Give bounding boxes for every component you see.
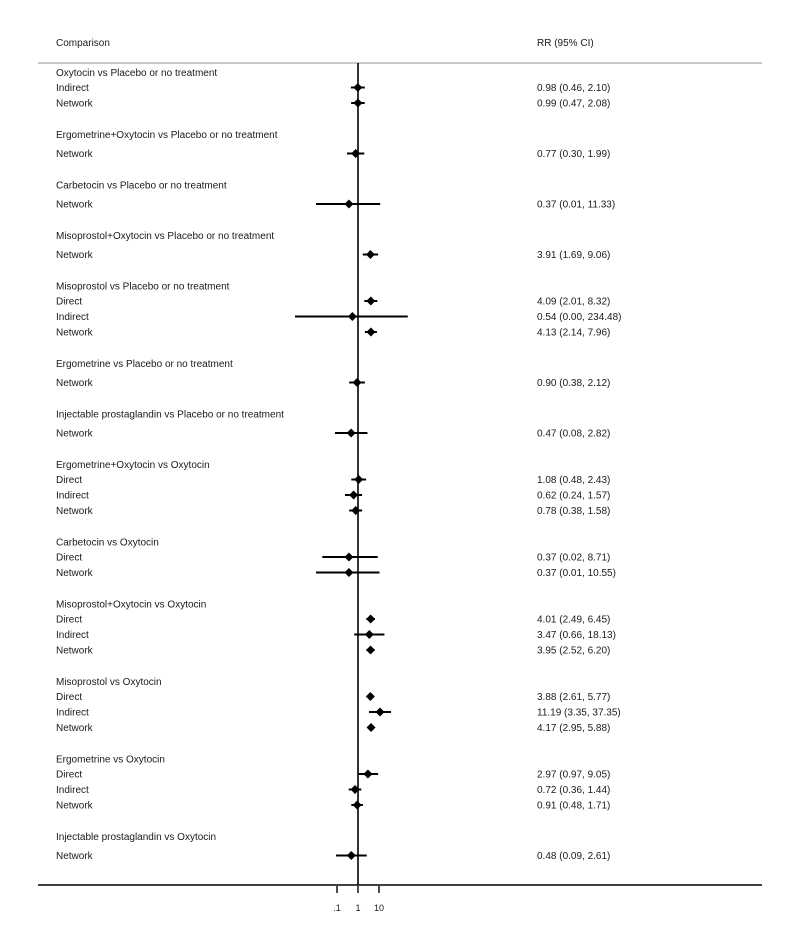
row-ci-text: 3.88 (2.61, 5.77) bbox=[537, 692, 611, 703]
row-label: Direct bbox=[56, 614, 83, 626]
forest-rows bbox=[56, 68, 622, 862]
comparison-group bbox=[56, 130, 610, 160]
comparison-group bbox=[56, 282, 622, 339]
row-label: Network bbox=[56, 327, 93, 339]
row-label: Indirect bbox=[56, 630, 89, 641]
row-label: Indirect bbox=[56, 785, 89, 796]
group-title: Misoprostol vs Placebo or no treatment bbox=[56, 281, 230, 293]
point-estimate bbox=[363, 770, 372, 779]
row-ci-text: 11.19 (3.35, 37.35) bbox=[537, 707, 621, 719]
row-ci-text: 1.08 (0.48, 2.43) bbox=[537, 475, 611, 486]
row-label: Indirect bbox=[56, 490, 89, 502]
row-label: Direct bbox=[56, 692, 83, 703]
row-ci-text: 0.91 (0.48, 1.71) bbox=[537, 800, 611, 812]
row-ci-text: 0.72 (0.36, 1.44) bbox=[537, 785, 611, 796]
row-label: Network bbox=[56, 568, 93, 579]
row-label: Direct bbox=[56, 552, 83, 564]
x-tick-label: .1 bbox=[333, 903, 341, 913]
point-estimate bbox=[365, 630, 374, 639]
group-title: Carbetocin vs Placebo or no treatment bbox=[56, 180, 227, 192]
row-label: Network bbox=[56, 723, 93, 734]
row-ci-text: 0.37 (0.01, 10.55) bbox=[537, 568, 616, 579]
comparison-group bbox=[56, 600, 616, 657]
group-title: Injectable prostaglandin vs Oxytocin bbox=[56, 832, 217, 843]
row-label: Network bbox=[56, 800, 93, 812]
row-label: Network bbox=[56, 98, 93, 110]
point-estimate bbox=[366, 297, 375, 306]
comparison-group bbox=[56, 460, 610, 517]
point-estimate bbox=[344, 553, 353, 562]
point-estimate bbox=[351, 506, 360, 515]
row-label: Network bbox=[56, 149, 93, 160]
group-title: Ergometrine+Oxytocin vs Placebo or no treatment bbox=[56, 130, 278, 141]
comparison-group bbox=[56, 832, 610, 862]
point-estimate bbox=[367, 723, 376, 732]
group-title: Misoprostol+Oxytocin vs Placebo or no treatment bbox=[56, 231, 275, 242]
row-label: Network bbox=[56, 506, 93, 517]
group-title: Ergometrine vs Oxytocin bbox=[56, 754, 165, 766]
comparison-group bbox=[56, 359, 610, 389]
header-comparison: Comparison bbox=[56, 38, 110, 49]
row-ci-text: 4.13 (2.14, 7.96) bbox=[537, 327, 611, 339]
point-estimate bbox=[366, 646, 375, 655]
row-label: Indirect bbox=[56, 312, 89, 323]
point-estimate bbox=[348, 312, 357, 321]
point-estimate bbox=[347, 851, 356, 860]
row-label: Direct bbox=[56, 475, 83, 486]
row-ci-text: 4.01 (2.49, 6.45) bbox=[537, 614, 611, 626]
group-title: Ergometrine vs Placebo or no treatment bbox=[56, 359, 233, 370]
row-ci-text: 0.48 (0.09, 2.61) bbox=[537, 851, 611, 862]
x-tick-label: 1 bbox=[355, 903, 361, 913]
row-label: Indirect bbox=[56, 83, 89, 94]
row-label: Network bbox=[56, 428, 93, 440]
comparison-group bbox=[56, 538, 616, 580]
row-ci-text: 0.37 (0.02, 8.71) bbox=[537, 552, 611, 564]
point-estimate bbox=[347, 429, 356, 438]
row-ci-text: 3.95 (2.52, 6.20) bbox=[537, 645, 611, 657]
row-ci-text: 3.91 (1.69, 9.06) bbox=[537, 250, 611, 261]
point-estimate bbox=[354, 475, 363, 484]
row-label: Direct bbox=[56, 769, 83, 781]
row-label: Network bbox=[56, 378, 93, 389]
row-ci-text: 0.98 (0.46, 2.10) bbox=[537, 83, 611, 94]
point-estimate bbox=[344, 200, 353, 209]
point-estimate bbox=[376, 708, 385, 717]
point-estimate bbox=[344, 568, 353, 577]
row-label: Direct bbox=[56, 296, 83, 308]
x-tick-label: 10 bbox=[373, 903, 385, 913]
row-ci-text: 0.62 (0.24, 1.57) bbox=[537, 490, 611, 502]
point-estimate bbox=[353, 378, 362, 387]
row-ci-text: 0.78 (0.38, 1.58) bbox=[537, 506, 611, 517]
row-ci-text: 0.37 (0.01, 11.33) bbox=[537, 199, 616, 211]
point-estimate bbox=[366, 692, 375, 701]
comparison-group bbox=[56, 755, 610, 812]
group-title: Injectable prostaglandin vs Placebo or no treatment bbox=[56, 409, 284, 421]
row-ci-text: 0.47 (0.08, 2.82) bbox=[537, 428, 611, 440]
row-ci-text: 0.99 (0.47, 2.08) bbox=[537, 98, 611, 110]
row-ci-text: 2.97 (0.97, 9.05) bbox=[537, 769, 611, 781]
group-title: Misoprostol vs Oxytocin bbox=[56, 677, 162, 688]
row-label: Network bbox=[56, 199, 93, 211]
group-title: Oxytocin vs Placebo or no treatment bbox=[56, 68, 218, 79]
point-estimate bbox=[366, 328, 375, 337]
header-rr-ci: RR (95% CI) bbox=[537, 38, 594, 49]
point-estimate bbox=[353, 99, 362, 108]
comparison-group bbox=[56, 68, 610, 110]
comparison-group bbox=[56, 410, 610, 440]
row-ci-text: 4.09 (2.01, 8.32) bbox=[537, 296, 611, 308]
row-label: Indirect bbox=[56, 707, 89, 719]
comparison-group bbox=[56, 181, 615, 211]
group-title: Carbetocin vs Oxytocin bbox=[56, 537, 159, 549]
row-ci-text: 4.17 (2.95, 5.88) bbox=[537, 723, 611, 734]
point-estimate bbox=[366, 250, 375, 259]
row-ci-text: 0.90 (0.38, 2.12) bbox=[537, 378, 611, 389]
point-estimate bbox=[366, 615, 375, 624]
point-estimate bbox=[349, 491, 358, 500]
group-title: Ergometrine+Oxytocin vs Oxytocin bbox=[56, 460, 210, 471]
row-ci-text: 0.54 (0.00, 234.48) bbox=[537, 312, 622, 323]
comparison-group bbox=[56, 231, 610, 261]
row-label: Network bbox=[56, 645, 93, 657]
row-ci-text: 3.47 (0.66, 18.13) bbox=[537, 630, 616, 641]
row-label: Network bbox=[56, 250, 93, 261]
x-axis-ticks bbox=[333, 886, 384, 913]
group-title: Misoprostol+Oxytocin vs Oxytocin bbox=[56, 599, 207, 611]
point-estimate bbox=[353, 83, 362, 92]
row-ci-text: 0.77 (0.30, 1.99) bbox=[537, 149, 611, 160]
point-estimate bbox=[353, 801, 362, 810]
row-label: Network bbox=[56, 851, 93, 862]
comparison-group bbox=[56, 677, 621, 734]
